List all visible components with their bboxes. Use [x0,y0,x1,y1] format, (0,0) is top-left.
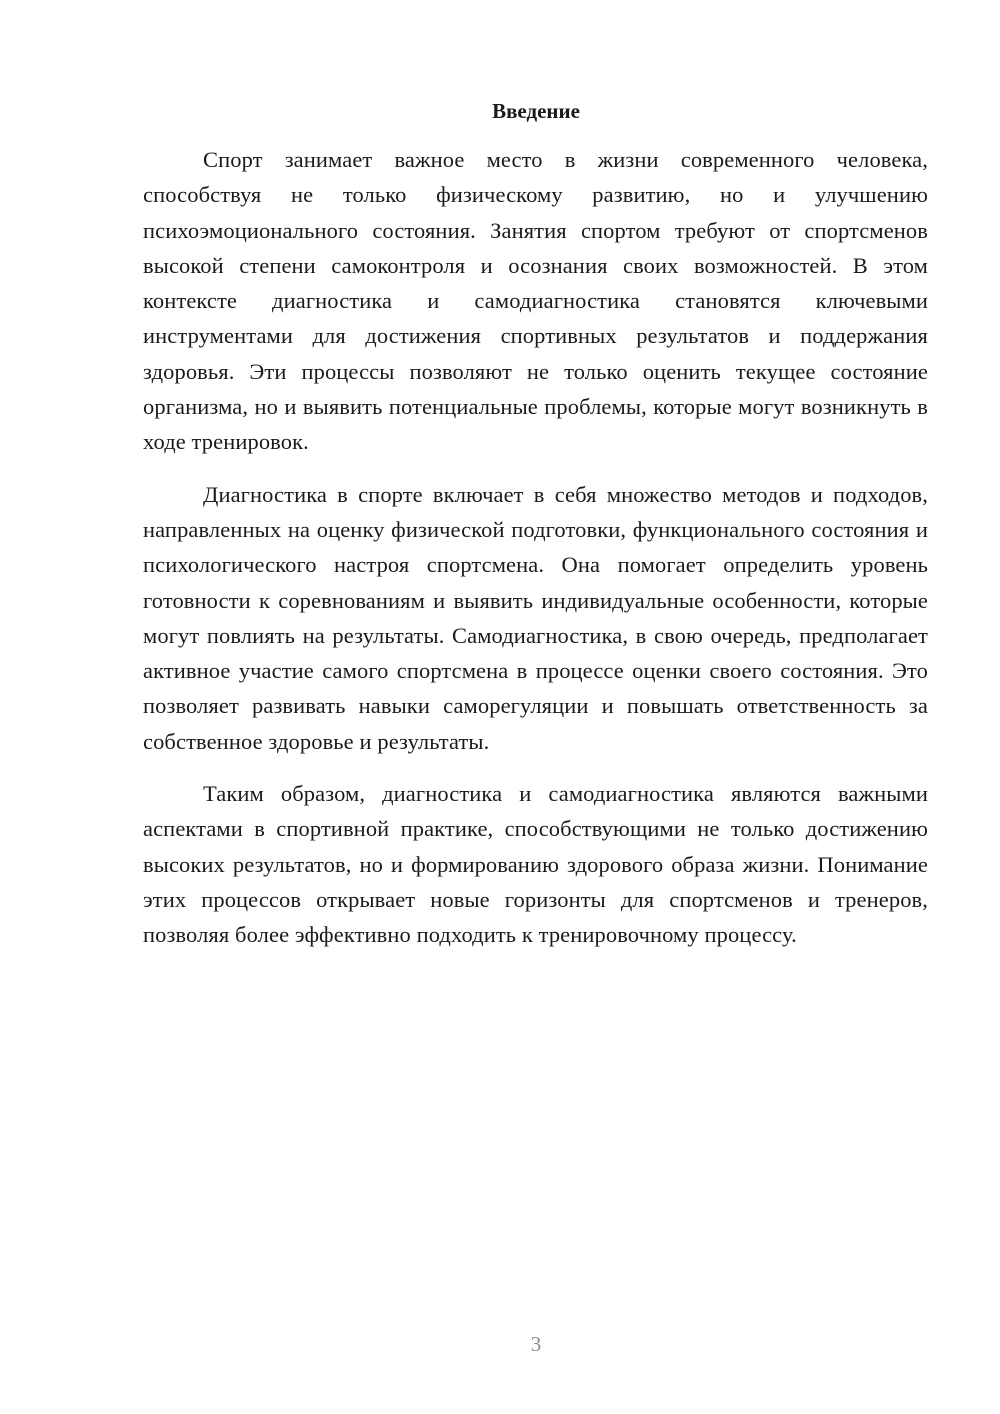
section-title: Введение [492,99,580,123]
paragraph-2: Диагностика в спорте включает в себя множество методов и подходов, направленных на оценку физической подготовки, функционального состояния и психологического настроя спортсмена. Она помогает определить уровень готовности к соревнованиям и выявить индивидуальные особенности, которые могут повлиять на результаты. Самодиагностика, в свою очередь, предполагает активное участие самого спортсмена в процессе оценки своего состояния. Это позволяет развивать навыки саморегуляции и повышать ответственность за собственное здоровье и результаты. [143,481,928,754]
paragraph-3: Таким образом, диагностика и самодиагностика являются важными аспектами в спортивной практике, способствующими не только достижению высоких результатов, но и формированию здорового образа жизни. Понимание этих процессов открывает новые горизонты для спортсменов и тренеров, позволяя более эффективно подходить к тренировочному процессу. [143,781,928,948]
paragraph-1: Спорт занимает важное место в жизни современного человека, способствуя не только физическому развитию, но и улучшению психоэмоционального состояния. Занятия спортом требуют от спортсменов высокой степени самоконтроля и осознания своих возможностей. В этом контексте диагностика и самодиагностика становятся ключевыми инструментами для достижения спортивных результатов и поддержания здоровья. Эти процессы позволяют не только оценить текущее состояние организма, но и выявить потенциальные проблемы, которые могут возникнуть в ходе тренировок. [143,147,928,455]
page-number: 3 [530,1332,542,1356]
body-text [143,142,928,970]
